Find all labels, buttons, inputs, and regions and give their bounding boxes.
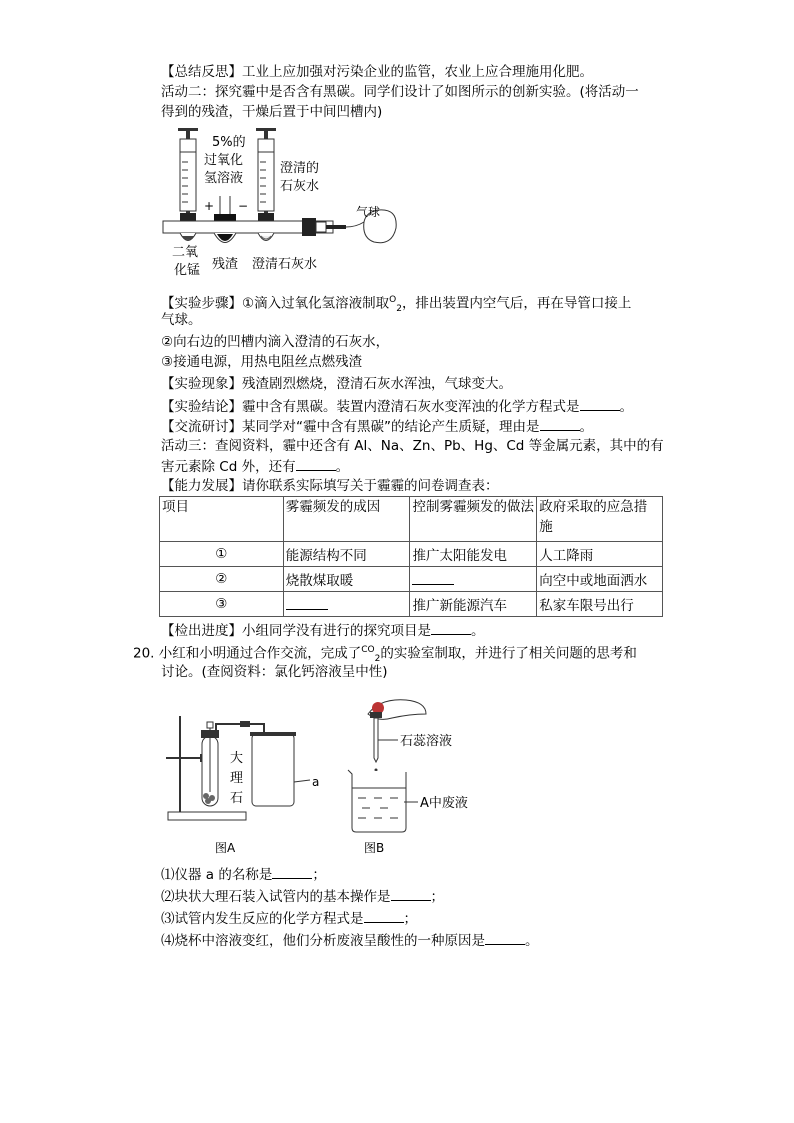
h2o2-label-1: 5%的 [212,135,246,150]
activity-two-intro: 活动二：探究霾中是否含有黑碳。同学们设计了如图所示的创新实验。(将活动一 [161,84,639,100]
subq-4: ⑷烧杯中溶液变红，他们分析废液呈酸性的一种原因是 。 [161,930,539,951]
activity-three: 活动三：查阅资料，霾中还含有 Al、Na、Zn、Pb、Hg、Cd 等金属元素，其中的有 [161,438,664,454]
ability-development: 【能力发展】请你联系实际填写关于霾霾的问卷调查表： [161,478,499,494]
figure-a-co2-generator [160,700,320,860]
answer-blank-instrument[interactable] [272,864,312,879]
table-row [160,542,663,567]
marble-label-1: 大 [230,751,244,766]
answer-blank-project[interactable] [431,620,471,635]
answer-blank-control[interactable] [412,570,454,585]
table-row [160,592,663,617]
limewater-top-label-2: 石灰水 [280,179,320,194]
survey-table [159,496,663,617]
cell-cause[interactable] [283,592,410,617]
question-20-cont: 讨论。(查阅资料：氯化钙溶液呈中性) [161,664,388,680]
answer-blank-cause[interactable] [286,595,328,610]
mno2-label-2: 化锰 [174,263,201,278]
header-item: 项目 [160,497,284,542]
progress-check: 【检出进度】小组同学没有进行的探究项目是 。 [161,620,485,641]
exp-step-1: 【实验步骤】①滴入过氧化氢溶液制取$^O_2$，排出装置内空气后，再在导管口接上 [161,295,632,315]
marble-label-2: 理 [230,771,244,786]
heating-electrode [204,196,248,224]
activity-three-cont: 害元素除 Cd 外，还有 。 [161,456,349,477]
plus-sign: + [204,199,215,213]
answer-blank-operation[interactable] [391,886,431,901]
h2o2-label-3: 氢溶液 [204,171,244,186]
cell-cause: 能源结构不同 [283,542,410,567]
balloon-label: 气球 [356,205,381,219]
table-row [160,567,663,592]
exp-conclusion: 【实验结论】霾中含有黑碳。装置内澄清石灰水变浑浊的化学方程式是 。 [161,396,633,417]
row-index: ③ [160,592,284,617]
cell-cause: 烧散煤取暖 [283,567,410,592]
cell-control[interactable] [410,567,537,592]
exp-step-1-cont: 气球。 [161,312,202,328]
minus-sign: − [238,199,249,213]
subq-3: ⑶试管内发生反应的化学方程式是 ； [161,908,417,929]
question-20: 20. 小红和小明通过合作交流，完成了$^{CO}_2$的实验室制取，并进行了相关问题的思考和 [133,645,637,665]
activity-two-intro-cont: 得到的残渣，干燥后置于中间凹槽内) [161,104,383,120]
h2o2-label-2: 过氧化 [204,153,244,168]
limewater-bottom-label: 澄清石灰水 [252,257,318,272]
residue-label: 残渣 [212,257,239,272]
summary-reflection: 【总结反思】工业上应加强对污染企业的监管，农业上应合理施用化肥。 [161,64,593,80]
exp-step-2: ②向右边的凹槽内滴入澄清的石灰水， [161,334,390,350]
limewater-top-label-1: 澄清的 [280,161,320,176]
answer-blank-reason[interactable] [540,416,580,431]
answer-blank-elements[interactable] [296,456,336,471]
header-control: 控制雾霾频发的做法 [410,497,537,542]
cell-government: 人工降雨 [537,542,663,567]
instrument-a-label: a [312,775,320,789]
answer-blank-reaction[interactable] [364,908,404,923]
waste-label: A中废液 [420,796,468,811]
exp-step-3: ③接通电源，用热电阻丝点燃残渣 [161,354,363,370]
answer-blank-equation[interactable] [580,396,620,411]
table-header-row [160,497,663,542]
discussion: 【交流研讨】某同学对“霾中含有黑碳”的结论产生质疑，理由是 。 [161,416,593,437]
litmus-label: 石蕊溶液 [400,734,453,749]
cell-government: 向空中或地面洒水 [537,567,663,592]
left-syringe [178,128,198,221]
cell-control: 推广太阳能发电 [410,542,537,567]
figure-a-caption: 图A [215,841,236,855]
row-index: ② [160,567,284,592]
innovation-apparatus-figure [160,124,400,284]
figure-b-beaker [340,692,480,860]
figure-b-caption: 图B [364,841,385,855]
subq-1: ⑴仪器 a 的名称是 ； [161,864,326,885]
answer-blank-acidity[interactable] [485,930,525,945]
header-cause: 雾霾频发的成因 [283,497,410,542]
right-syringe [256,128,276,221]
cell-government: 私家车限号出行 [537,592,663,617]
exp-phenomenon: 【实验现象】残渣剧烈燃烧，澄清石灰水浑浊，气球变大。 [161,376,512,392]
row-index: ① [160,542,284,567]
mno2-label-1: 二氧 [172,245,199,260]
header-government: 政府采取的应急措施 [537,497,663,542]
marble-label-3: 石 [230,791,244,806]
subq-2: ⑵块状大理石装入试管内的基本操作是 ； [161,886,444,907]
cell-control: 推广新能源汽车 [410,592,537,617]
